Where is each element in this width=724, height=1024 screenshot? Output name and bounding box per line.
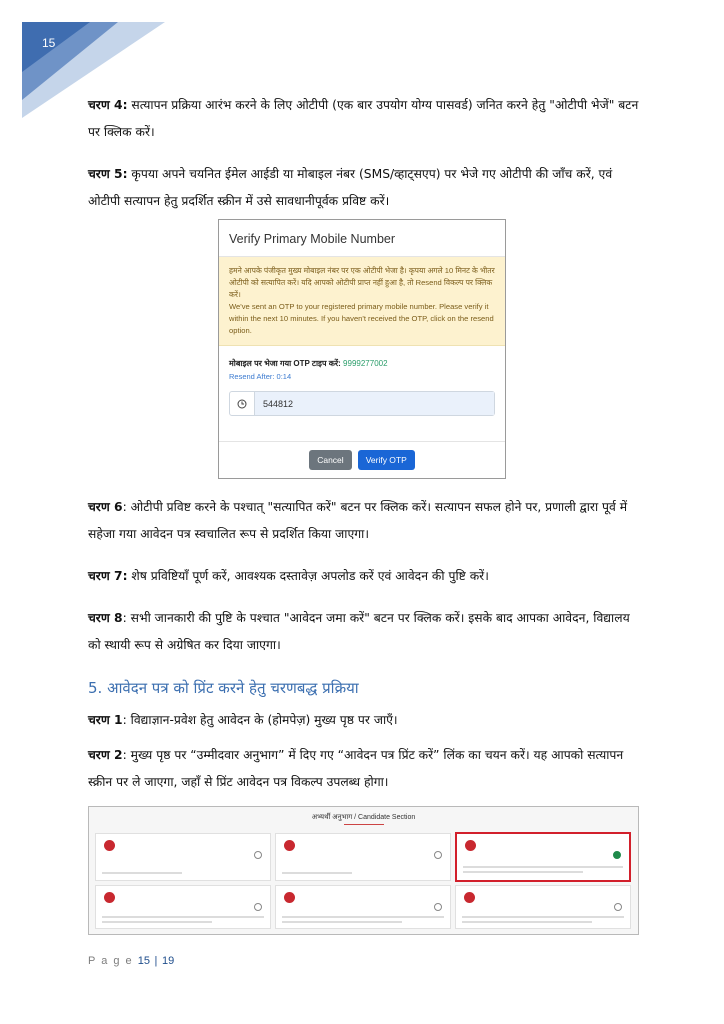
candidate-section-title: अभ्यर्थी अनुभाग / Candidate Section: [89, 813, 638, 825]
step-8: चरण 8: सभी जानकारी की पुष्टि के पश्चात "आवेदन जमा करें" बटन पर क्लिक करें। इसके बाद आपका आवेदन, विद्यालय को स्थायी रूप से अग्रेषित कर दिया जाएगा।: [88, 611, 630, 652]
card-icon: [284, 892, 295, 903]
card-icon: [104, 892, 115, 903]
candidate-card[interactable]: [95, 833, 271, 881]
card-icon: [104, 840, 115, 851]
arrow-icon: [254, 851, 262, 859]
arrow-icon: [614, 903, 622, 911]
resend-timer[interactable]: Resend After: 0:14: [229, 372, 292, 381]
page-number-top: 15: [42, 36, 56, 50]
print-step-2: चरण 2: मुख्य पृष्ठ पर “उम्मीदवार अनुभाग” में दिए गए “आवेदन पत्र प्रिंट करें” लिंक का चयन करें। यह आपको सत्यापन स्क्रीन पर ले जाएगा, जहाँ से प्रिंट आवेदन पत्र विकल्प उपलब्ध होगा।: [88, 748, 624, 789]
otp-alert: [219, 257, 505, 346]
step-5: चरण 5: कृपया अपने चयनित ईमेल आईडी या मोबाइल नंबर (SMS/व्हाट्सएप) पर भेजे गए ओटीपी की जाँच करें, एवं ओटीपी सत्यापन हेतु प्रदर्शित स्क्रीन में उसे सावधानीपूर्वक प्रविष्ट करें।: [88, 167, 613, 208]
step-7: चरण 7: शेष प्रविष्टियाँ पूर्ण करें, आवश्यक दस्तावेज़ अपलोड करें एवं आवेदन की पुष्टि करें।: [88, 569, 489, 583]
alert-english: We've sent an OTP to your registered primary mobile number. Please verify it within the next 10 minutes. If you haven't received the OTP, click on the resend option.: [229, 302, 494, 335]
step-6: चरण 6: ओटीपी प्रविष्ट करने के पश्चात् "सत्यापित करें" बटन पर क्लिक करें। सत्यापन सफल होने पर, प्रणाली द्वारा पूर्व में सहेजा गया आवेदन पत्र स्वचालित रूप से प्रदर्शित किया जाएगा।: [88, 500, 628, 541]
mobile-label-line: मोबाइल पर भेजा गया OTP टाइप करें: 9999277002: [229, 359, 388, 368]
step-4: चरण 4: सत्यापन प्रक्रिया आरंभ करने के लिए ओटीपी (एक बार उपयोग योग्य पासवर्ड) जनित करने हेतु "ओटीपी भेजें" बटन पर क्लिक करें।: [88, 98, 639, 139]
alert-hindi: हमने आपके पंजीकृत मुख्य मोबाइल नंबर पर एक ओटीपी भेजा है। कृपया अगले 10 मिनट के भीतर ओटीपी को सत्यापित करें। यदि आपको ओटीपी प्राप्त नहीं हुआ है, तो Resend विकल्प पर क्लिक करें।: [229, 266, 495, 299]
candidate-card[interactable]: [95, 885, 271, 929]
verify-otp-button[interactable]: Verify OTP: [358, 450, 415, 470]
card-icon: [464, 892, 475, 903]
footer-total-pages: 19: [161, 955, 175, 967]
document-body: [88, 92, 640, 230]
section-heading: 5. आवेदन पत्र को प्रिंट करने हेतु चरणबद्ध प्रक्रिया: [88, 679, 359, 697]
mobile-number: 9999277002: [343, 359, 388, 368]
footer-current-page: 15: [137, 955, 150, 967]
candidate-section-screenshot: [88, 806, 639, 935]
card-icon: [465, 840, 476, 851]
document-body-2: [88, 494, 640, 811]
candidate-card[interactable]: [455, 885, 631, 929]
arrow-icon: [434, 903, 442, 911]
card-icon: [284, 840, 295, 851]
arrow-icon: [613, 851, 621, 859]
clock-icon: [230, 392, 255, 415]
arrow-icon: [254, 903, 262, 911]
print-application-card[interactable]: [455, 832, 631, 882]
print-step-1: चरण 1: विद्याज्ञान-प्रवेश हेतु आवेदन के (होमपेज़) मुख्य पृष्ठ पर जाएँ।: [88, 713, 398, 727]
candidate-card[interactable]: [275, 885, 451, 929]
cancel-button[interactable]: Cancel: [309, 450, 351, 470]
page-footer: P a g e 15 | 19: [88, 955, 175, 967]
modal-title: Verify Primary Mobile Number: [219, 220, 505, 257]
arrow-icon: [434, 851, 442, 859]
otp-input[interactable]: [229, 391, 495, 416]
verify-mobile-modal: [218, 219, 506, 479]
otp-value: 544812: [255, 392, 494, 415]
candidate-card[interactable]: [275, 833, 451, 881]
